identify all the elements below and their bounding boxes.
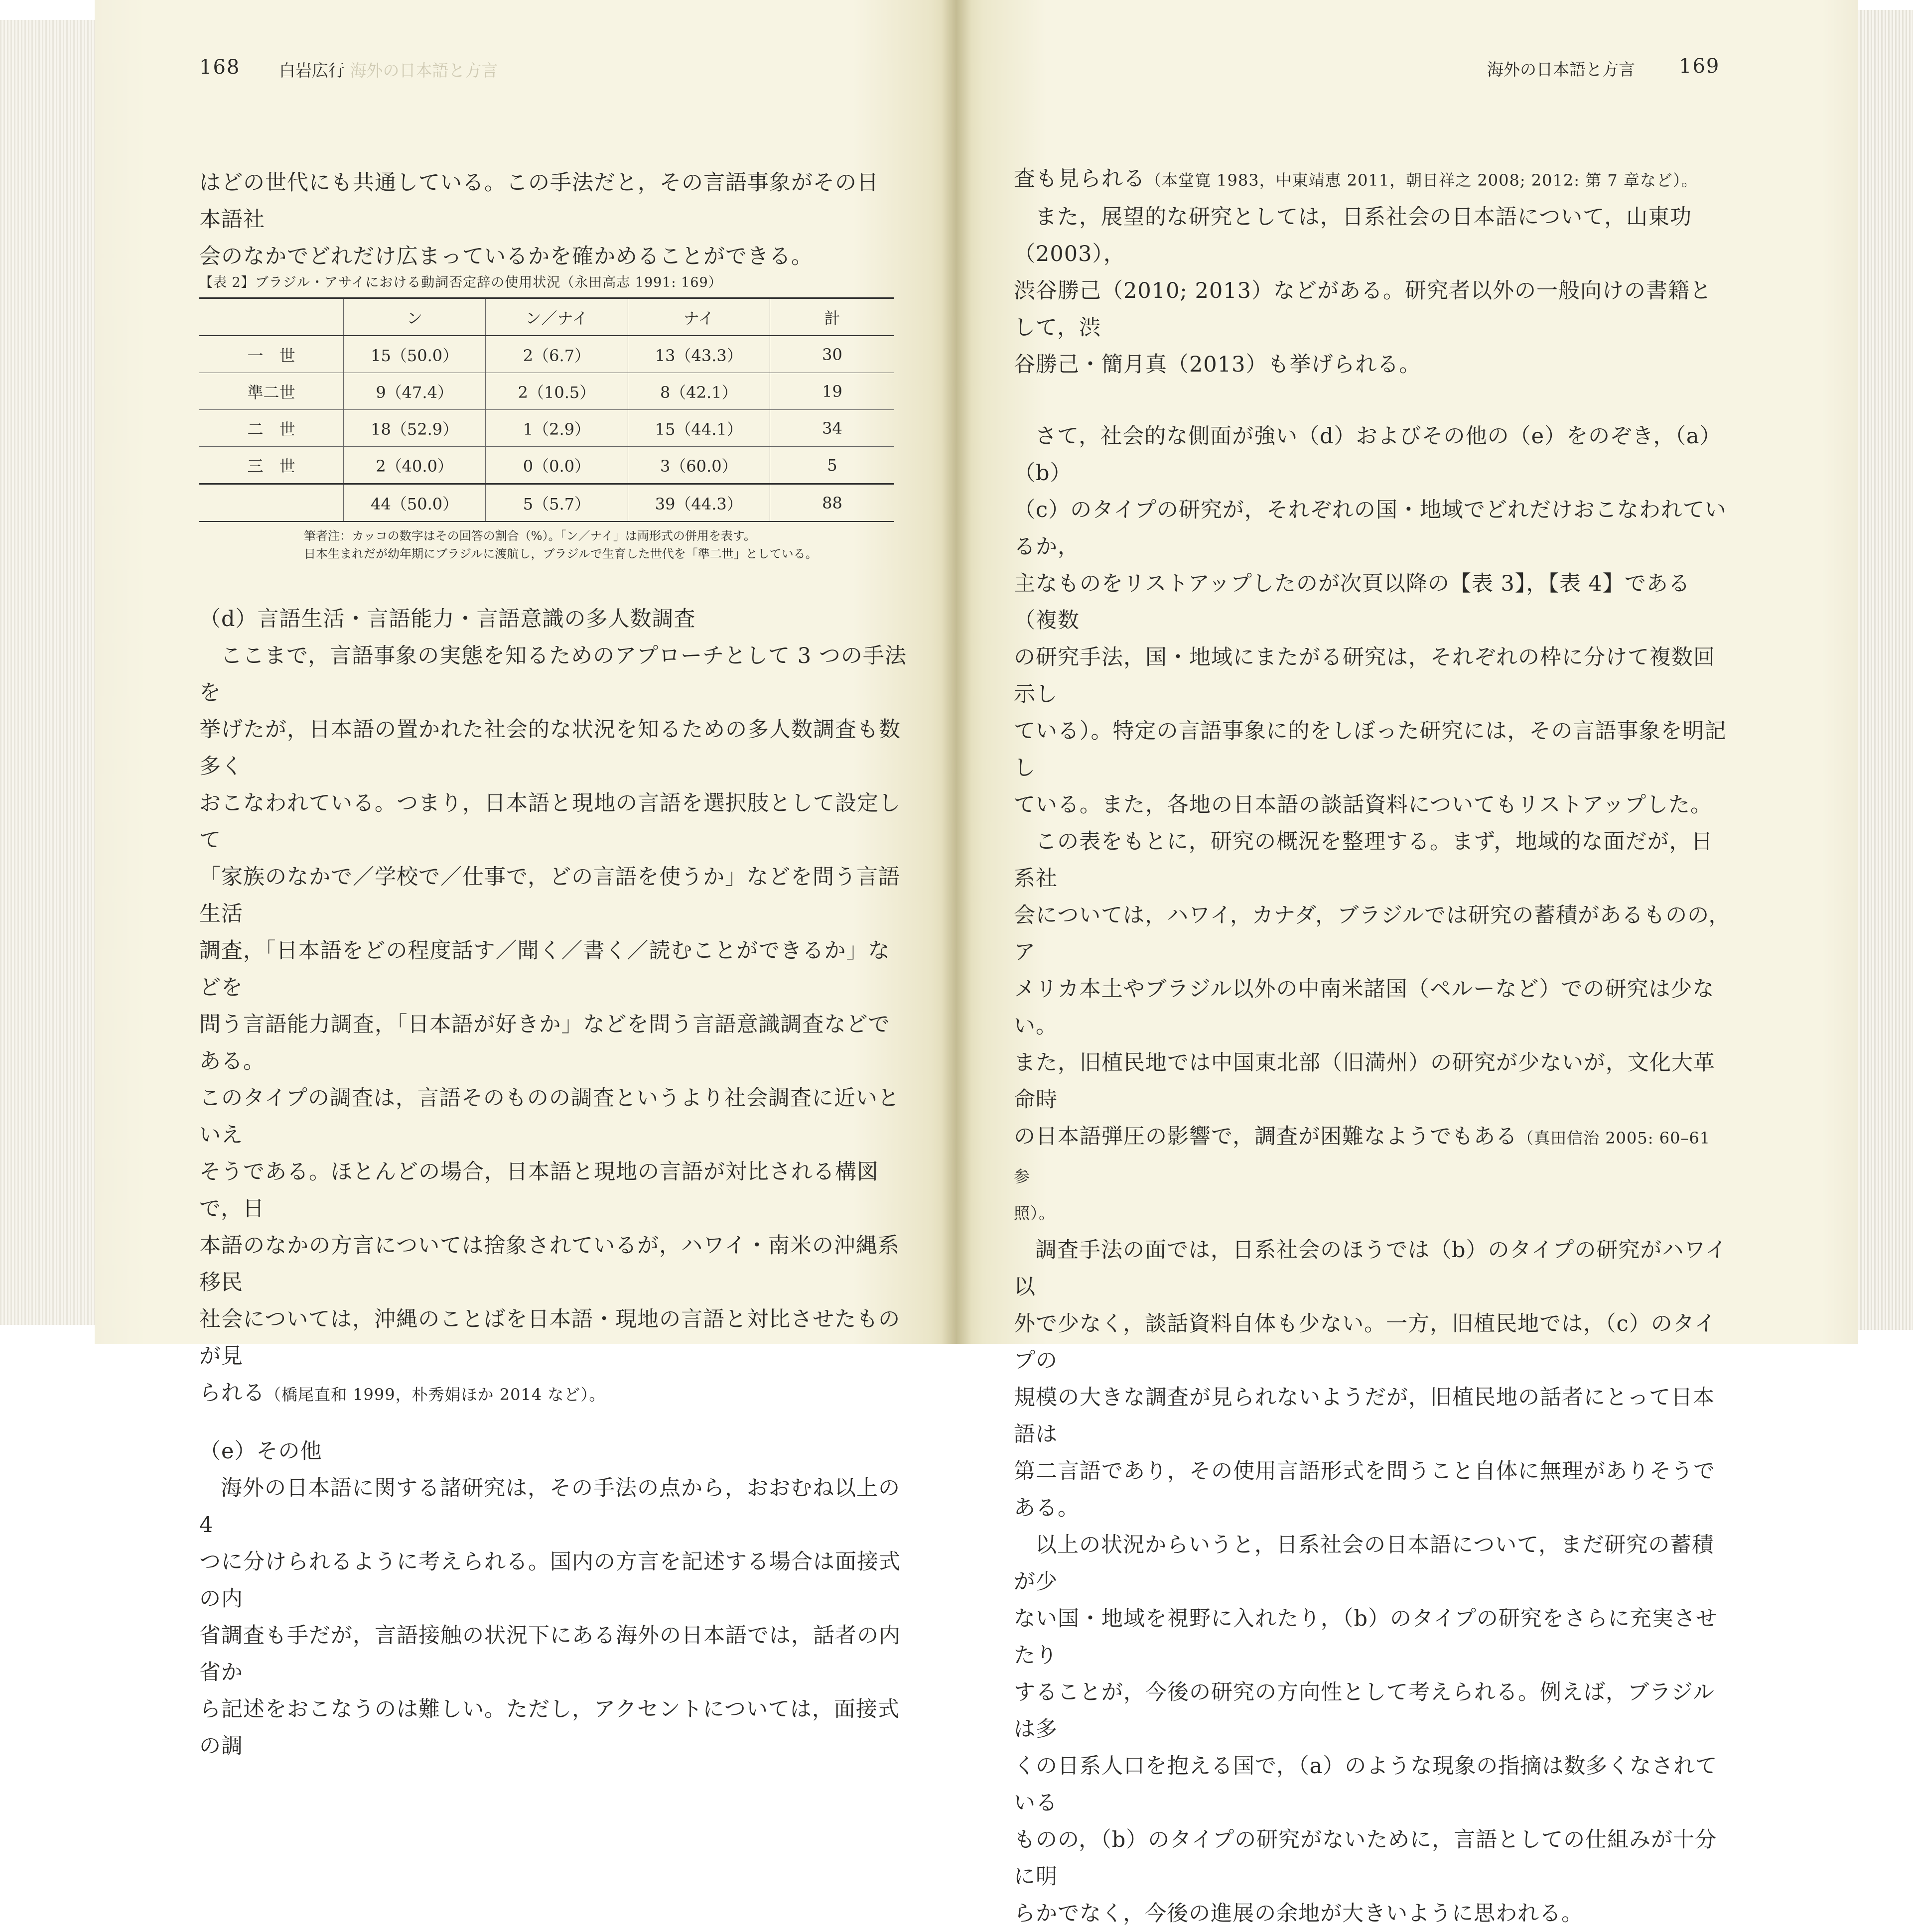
text-line: （c）のタイプの研究が，それぞれの国・地域でどれだけおこなわれているか，: [1014, 498, 1727, 559]
section-d: [199, 601, 907, 1765]
table-cell: 一 世: [199, 336, 343, 373]
text-line: 問う言語能力調査，「日本語が好きか」などを問う言語意識調査などである。: [199, 1012, 890, 1074]
text-line: 調査手法の面では，日系社会のほうでは（b）のタイプの研究がハワイ以: [1014, 1238, 1728, 1299]
text-line: つに分けられるように考えられる。国内の方言を記述する場合は面接式の内: [199, 1549, 901, 1611]
text-line: [199, 1375, 907, 1413]
text-line: おこなわれている。つまり，日本語と現地の言語を選択肢として設定して: [199, 791, 901, 853]
text-line: 調査，「日本語をどの程度話す／聞く／書く／読むことができるか」などを: [199, 938, 890, 1000]
text-line: 渋谷勝己（2010; 2013）などがある。研究者以外の一般向けの書籍として，渋: [1014, 278, 1712, 340]
text-line: [1014, 160, 1731, 199]
table-note-line: 筆者注：カッコの数字はその回答の割合（%）。「ン／ナイ」は両形式の併用を表す。: [304, 529, 756, 543]
table-cell: 34: [770, 410, 894, 447]
table-cell: 三 世: [199, 447, 343, 484]
citation: （本堂寛 1983，中東靖恵 2011，朝日祥之 2008; 2012: 第 7 章など）。: [1145, 171, 1698, 190]
table-cell: 9（47.4）: [343, 373, 485, 410]
table-cell: [199, 484, 343, 522]
text-run: 査も見られる: [1014, 166, 1145, 191]
text-line: ものの，（b）のタイプの研究がないために，言語としての仕組みが十分に明: [1014, 1827, 1717, 1889]
text-line: また，展望的な研究としては，日系社会の日本語について，山東功（2003），: [1014, 205, 1692, 266]
table-cell: 88: [770, 484, 894, 522]
text-line: そうである。ほとんどの場合，日本語と現地の言語が対比される構図で，日: [199, 1159, 879, 1221]
table-cell: 18（52.9）: [343, 410, 485, 447]
section-heading-d: （d）言語生活・言語能力・言語意識の多人数調査: [199, 607, 696, 632]
text-line: 谷勝己・簡月真（2013）も挙げられる。: [1014, 352, 1421, 377]
text-line: ら記述をおこなうのは難しい。ただし，アクセントについては，面接式の調: [199, 1697, 900, 1759]
table-cell: 2（6.7）: [486, 336, 628, 373]
table-header-cell: ナイ: [628, 298, 770, 336]
table-cell: 準二世: [199, 373, 343, 410]
table-row: [199, 410, 894, 447]
text-line: くの日系人口を抱える国で，（a）のような現象の指摘は数多くなされている: [1014, 1754, 1718, 1815]
right-page-number: 169: [1679, 55, 1720, 78]
text-line: 会については，ハワイ，カナダ，ブラジルでは研究の蓄積があるものの，ア: [1014, 903, 1731, 965]
table-header-row: [199, 298, 894, 336]
text-line: この表をもとに，研究の概況を整理する。まず，地域的な面だが，日系社: [1014, 829, 1713, 891]
right-running-head: 海外の日本語と方言: [1487, 60, 1635, 79]
text-line: ない国・地域を視野に入れたり，（b）のタイプの研究をさらに充実させたり: [1014, 1606, 1718, 1668]
table-cell: 3（60.0）: [628, 447, 770, 484]
right-text-block: [1014, 160, 1731, 1932]
section-heading-e: （e）その他: [199, 1439, 322, 1464]
text-line: らかでなく，今後の進展の余地が大きいように思われる。: [1014, 1901, 1584, 1926]
left-page-number: 168: [199, 56, 241, 79]
table-cell: 15（50.0）: [343, 336, 485, 373]
text-line: 外で少なく，談話資料自体も少ない。一方，旧植民地では，（c）のタイプの: [1014, 1311, 1716, 1373]
text-line: 主なものをリストアップしたのが次頁以降の【表 3】，【表 4】である（複数: [1014, 571, 1690, 633]
table-note-line: 日本生まれだが幼年期にブラジルに渡航し，ブラジルで生育した世代を「準二世」としている。: [304, 547, 818, 561]
left-top-paragraph: [199, 164, 897, 275]
table-cell: 5: [770, 447, 894, 484]
citation: （橋尾直和 1999，朴秀娟ほか 2014 など）。: [265, 1385, 606, 1404]
table-cell: 30: [770, 336, 894, 373]
table-cell: 19: [770, 373, 894, 410]
text-line: ここまで，言語事象の実態を知るためのアプローチとして 3 つの手法を: [199, 644, 907, 705]
text-line: することが，今後の研究の方向性として考えられる。例えば，ブラジルは多: [1014, 1680, 1715, 1742]
text-run: の日本語弾圧の影響で，調査が困難なようでもある: [1014, 1124, 1518, 1149]
text-line: 挙げたが，日本語の置かれた社会的な状況を知るための多人数調査も数多く: [199, 717, 901, 779]
table-header-cell: 計: [770, 298, 894, 336]
text-line: 以上の状況からいうと，日系社会の日本語について，まだ研究の蓄積が少: [1014, 1533, 1714, 1594]
table-header-cell: [199, 298, 343, 336]
page-stack-left: [0, 20, 105, 1325]
text-line: 省調査も手だが，言語接触の状況下にある海外の日本語では，話者の内省か: [199, 1623, 901, 1685]
text-line: はどの世代にも共通している。この手法だと，その言語事象がその日本語社: [199, 170, 879, 232]
text-line: 本語のなかの方言については捨象されているが，ハワイ・南米の沖縄系移民: [199, 1233, 900, 1295]
text-run: られる: [199, 1381, 265, 1406]
table-row: [199, 447, 894, 484]
table-row: [199, 373, 894, 410]
table-cell: 44（50.0）: [343, 484, 485, 522]
left-running-head: [279, 58, 498, 81]
table-note: [304, 527, 892, 563]
text-line: 海外の日本語に関する諸研究は，その手法の点から，おおむね以上の 4: [199, 1476, 900, 1538]
text-line: さて，社会的な側面が強い（d）およびその他の（e）をのぞき，（a）（b）: [1014, 424, 1722, 486]
table-cell: 8（42.1）: [628, 373, 770, 410]
text-line: 第二言語であり，その使用言語形式を問うこと自体に無理がありそうである。: [1014, 1459, 1715, 1521]
table-cell: 2（10.5）: [486, 373, 628, 410]
table-cell: 15（44.1）: [628, 410, 770, 447]
text-line: 会のなかでどれだけ広まっているかを確かめることができる。: [199, 244, 813, 269]
text-line: ている。また，各地の日本語の談話資料についてもリストアップした。: [1014, 792, 1712, 817]
table-cell: 1（2.9）: [486, 410, 628, 447]
table-caption: 【表 2】ブラジル・アサイにおける動詞否定辞の使用状況（永田高志 1991: 169）: [199, 275, 722, 290]
table-header-cell: ン: [343, 298, 485, 336]
page-stack-right: [1858, 10, 1913, 1330]
text-line: このタイプの調査は，言語そのものの調査というより社会調査に近いといえ: [199, 1086, 900, 1148]
table-total-row: [199, 484, 894, 522]
text-line: 照）。: [1014, 1204, 1056, 1223]
table-cell: 5（5.7）: [486, 484, 628, 522]
table-cell: 二 世: [199, 410, 343, 447]
text-line: [1014, 1118, 1731, 1195]
table-cell: 39（44.3）: [628, 484, 770, 522]
table-cell: 13（43.3）: [628, 336, 770, 373]
book-gutter: [942, 0, 971, 1344]
left-running-head-bleed: 海外の日本語と方言: [350, 61, 498, 80]
table-header-cell: ン／ナイ: [486, 298, 628, 336]
table-cell: 0（0.0）: [486, 447, 628, 484]
table-row: [199, 336, 894, 373]
text-line: また，旧植民地では中国東北部（旧満州）の研究が少ないが，文化大革命時: [1014, 1050, 1715, 1112]
usage-table: [199, 297, 894, 522]
text-line: メリカ本土やブラジル以外の中南米諸国（ペルーなど）での研究は少ない。: [1014, 977, 1715, 1038]
table-cell: 2（40.0）: [343, 447, 485, 484]
text-line: 規模の大きな調査が見られないようだが，旧植民地の話者にとって日本語は: [1014, 1385, 1715, 1447]
text-line: 社会については，沖縄のことばを日本語・現地の言語と対比させたものが見: [199, 1307, 901, 1369]
text-line: 「家族のなかで／学校で／仕事で，どの言語を使うか」などを問う言語生活: [199, 865, 901, 926]
citation: （真田信治 2005: 60–61 参: [1014, 1129, 1711, 1186]
text-line: の研究手法，国・地域にまたがる研究は，それぞれの枠に分けて複数回示し: [1014, 645, 1715, 707]
text-line: ている）。特定の言語事象に的をしぼった研究には，その言語事象を明記し: [1014, 719, 1727, 780]
left-running-head-author: 白岩広行: [279, 61, 345, 80]
